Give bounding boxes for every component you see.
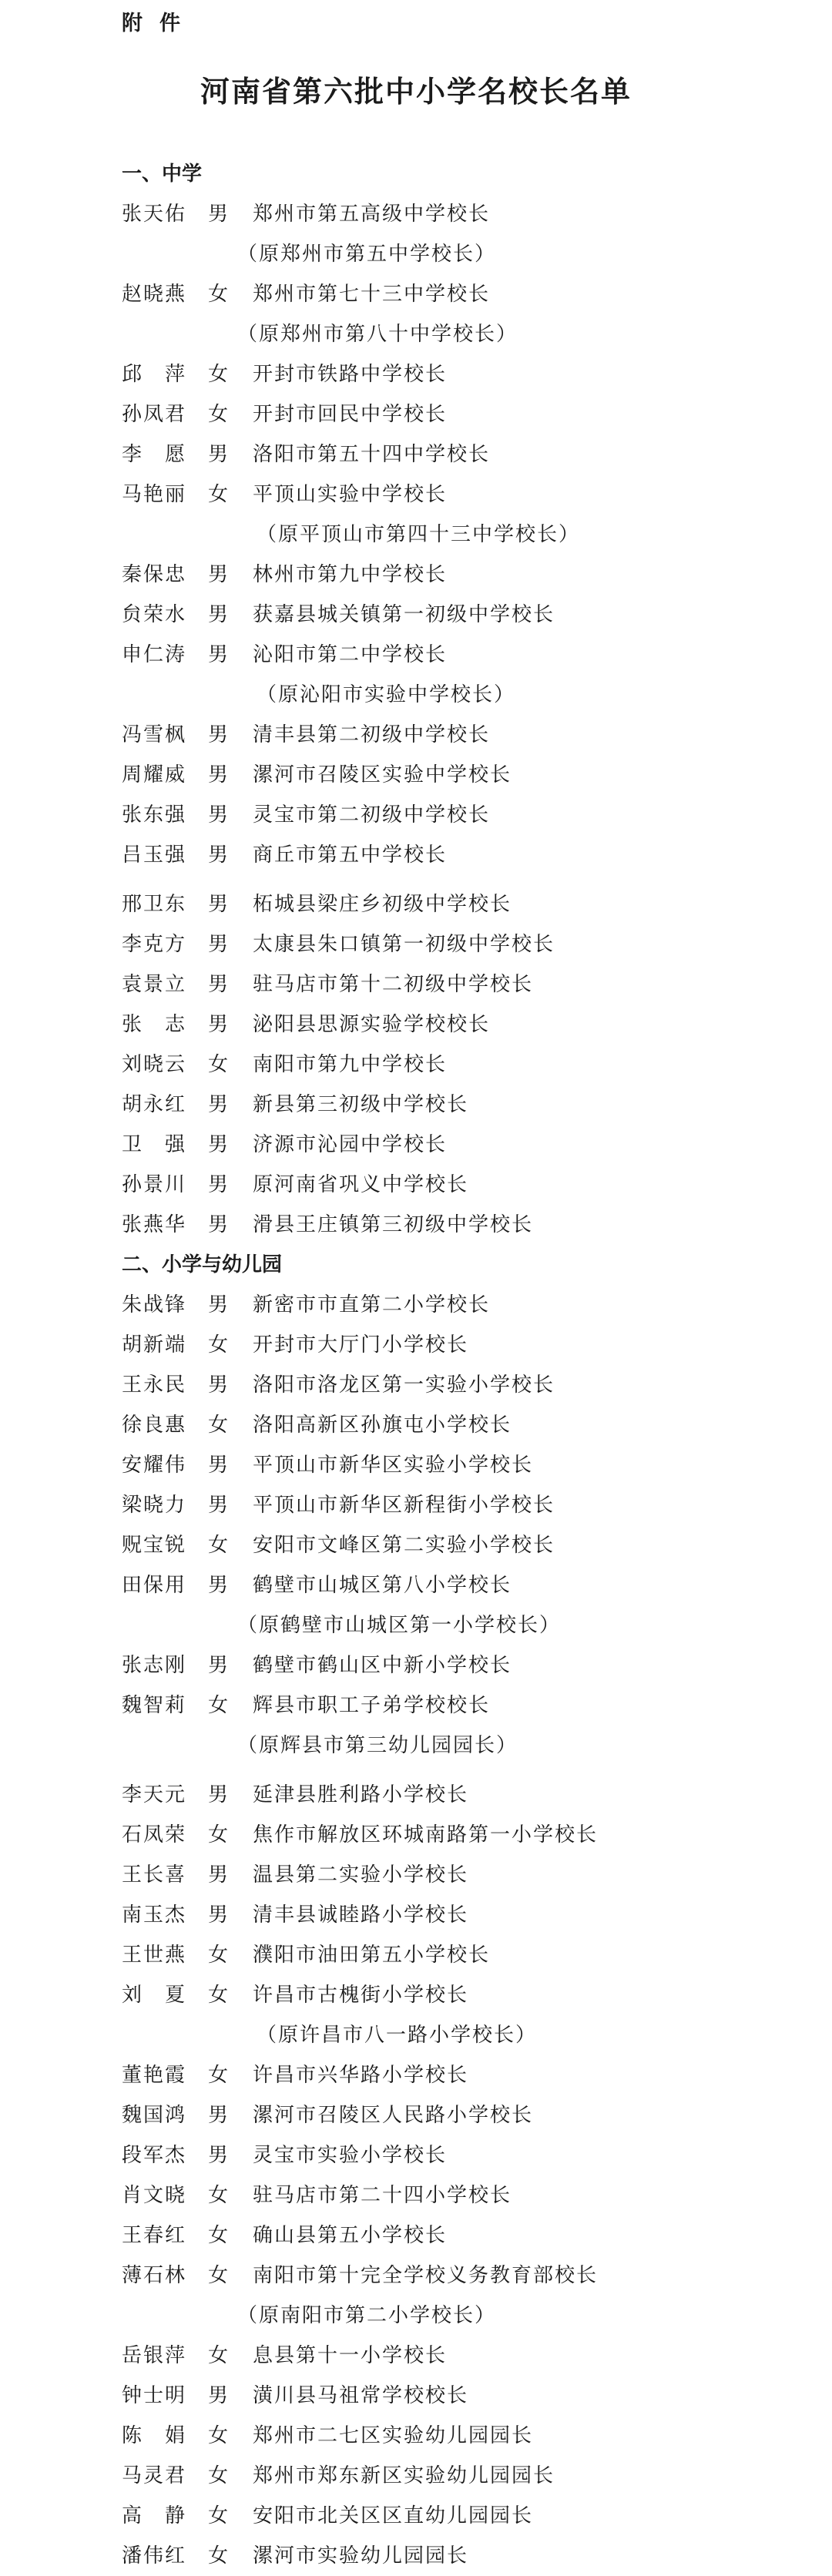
person-position: 获嘉县城关镇第一初级中学校长 [253, 603, 555, 626]
person-name: 南玉杰 [122, 1903, 187, 1927]
person-position: 辉县市职工子弟学校校长 [253, 1694, 491, 1717]
list-item [122, 795, 815, 835]
person-name: 李克方 [122, 933, 187, 956]
former-position-note [122, 515, 815, 555]
list-item [122, 2135, 815, 2175]
list-item [122, 1815, 815, 1855]
person-name: 秦保忠 [122, 563, 187, 586]
person-sex: 男 [208, 763, 229, 787]
list-item [122, 1975, 815, 2015]
person-position: 驻马店市第二十四小学校长 [253, 2184, 512, 2207]
person-sex: 男 [208, 2384, 229, 2407]
person-sex: 女 [208, 363, 229, 386]
person-sex: 女 [208, 2504, 229, 2527]
person-sex: 女 [208, 1823, 229, 1846]
person-sex: 女 [208, 1053, 229, 1076]
person-sex: 女 [208, 1534, 229, 1557]
person-sex: 男 [208, 1574, 229, 1597]
list-item [122, 1205, 815, 1245]
person-name: 王永民 [122, 1374, 187, 1397]
list-item [122, 1445, 815, 1485]
person-sex: 女 [208, 483, 229, 506]
former-position-note [122, 2296, 815, 2336]
person-sex: 男 [208, 1213, 229, 1236]
person-name: 张东强 [122, 803, 187, 827]
list-item [122, 1855, 815, 1895]
person-name: 魏智莉 [122, 1694, 187, 1717]
person-position: 洛阳高新区孙旗屯小学校长 [253, 1414, 512, 1437]
person-position: 平顶山市新华区实验小学校长 [253, 1454, 534, 1477]
list-item [122, 475, 815, 515]
person-position: 鹤壁市山城区第八小学校长 [253, 1574, 512, 1597]
list-item [122, 964, 815, 1005]
list-item [122, 1895, 815, 1935]
person-position: 鹤壁市鹤山区中新小学校长 [253, 1654, 512, 1677]
spacer [122, 1766, 815, 1775]
person-sex: 女 [208, 1333, 229, 1357]
list-item [122, 394, 815, 434]
person-position: 新密市市直第二小学校长 [253, 1293, 491, 1317]
person-name: 朱战锋 [122, 1293, 187, 1317]
list-item [122, 884, 815, 924]
person-position: 林州市第九中学校长 [253, 563, 448, 586]
list-item [122, 2536, 815, 2576]
list-item [122, 1325, 815, 1365]
list-item [122, 2175, 815, 2215]
section-heading: 一、中学 [122, 163, 203, 186]
person-position: 平顶山市新华区新程街小学校长 [253, 1494, 555, 1517]
person-name: 田保用 [122, 1574, 187, 1597]
person-sex: 男 [208, 893, 229, 916]
list-item [122, 635, 815, 675]
list-item [122, 1085, 815, 1125]
list-item [122, 1365, 815, 1405]
former-position-note [122, 2015, 815, 2055]
person-sex: 男 [208, 1173, 229, 1196]
person-name: 安耀伟 [122, 1454, 187, 1477]
list-item [122, 595, 815, 635]
list-item [122, 2095, 815, 2135]
person-name: 陈 娟 [122, 2424, 187, 2447]
list-item [122, 1165, 815, 1205]
former-position-note [122, 314, 815, 354]
note-text: （原郑州市第八十中学校长） [237, 323, 518, 346]
person-name: 胡永红 [122, 1093, 187, 1116]
person-position: 开封市回民中学校长 [253, 403, 448, 426]
person-sex: 男 [208, 203, 229, 226]
person-sex: 男 [208, 1783, 229, 1806]
person-sex: 男 [208, 1093, 229, 1116]
person-name: 梁晓力 [122, 1494, 187, 1517]
person-sex: 男 [208, 1863, 229, 1887]
list-item [122, 434, 815, 475]
person-position: 郑州市第五高级中学校长 [253, 203, 491, 226]
person-position: 洛阳市洛龙区第一实验小学校长 [253, 1374, 555, 1397]
list-item [122, 835, 815, 875]
list-item [122, 755, 815, 795]
person-sex: 女 [208, 403, 229, 426]
person-name: 贠荣水 [122, 603, 187, 626]
person-sex: 男 [208, 1903, 229, 1927]
person-position: 息县第十一小学校长 [253, 2344, 448, 2367]
person-name: 张燕华 [122, 1213, 187, 1236]
person-sex: 女 [208, 2224, 229, 2247]
person-name: 张志刚 [122, 1654, 187, 1677]
person-sex: 男 [208, 1133, 229, 1156]
person-sex: 男 [208, 2144, 229, 2167]
person-name: 孙凤君 [122, 403, 187, 426]
person-sex: 女 [208, 2184, 229, 2207]
note-text: （原辉县市第三幼儿园园长） [237, 1734, 518, 1757]
person-name: 潘伟红 [122, 2544, 187, 2568]
person-sex: 男 [208, 803, 229, 827]
person-sex: 男 [208, 603, 229, 626]
person-name: 段军杰 [122, 2144, 187, 2167]
person-sex: 男 [208, 1454, 229, 1477]
note-text: （原郑州市第五中学校长） [237, 243, 497, 266]
list-item [122, 1285, 815, 1325]
list-item [122, 2215, 815, 2256]
person-name: 岳银萍 [122, 2344, 187, 2367]
person-sex: 男 [208, 1494, 229, 1517]
person-position: 原河南省巩义中学校长 [253, 1173, 469, 1196]
person-position: 许昌市古槐街小学校长 [253, 1984, 469, 2007]
person-sex: 女 [208, 1694, 229, 1717]
list-item [122, 924, 815, 964]
person-position: 柘城县梁庄乡初级中学校长 [253, 893, 512, 916]
list-item [122, 354, 815, 394]
person-position: 清丰县第二初级中学校长 [253, 723, 491, 746]
person-position: 太康县朱口镇第一初级中学校长 [253, 933, 555, 956]
document-title: 河南省第六批中小学名校长名单 [200, 75, 632, 109]
person-sex: 男 [208, 933, 229, 956]
person-position: 延津县胜利路小学校长 [253, 1783, 469, 1806]
person-sex: 女 [208, 283, 229, 306]
person-position: 漯河市实验幼儿园园长 [253, 2544, 469, 2568]
person-position: 安阳市文峰区第二实验小学校长 [253, 1534, 555, 1557]
person-position: 济源市沁园中学校长 [253, 1133, 448, 1156]
person-sex: 女 [208, 2064, 229, 2087]
list-item [122, 1125, 815, 1165]
list-item [122, 1005, 815, 1045]
person-position: 郑州市郑东新区实验幼儿园园长 [253, 2464, 555, 2487]
person-sex: 男 [208, 2104, 229, 2127]
person-position: 开封市铁路中学校长 [253, 363, 448, 386]
person-position: 郑州市二七区实验幼儿园园长 [253, 2424, 534, 2447]
note-text: （原沁阳市实验中学校长） [257, 683, 516, 706]
person-sex: 女 [208, 2344, 229, 2367]
person-name: 董艳霞 [122, 2064, 187, 2087]
list-item [122, 194, 815, 234]
person-position: 南阳市第九中学校长 [253, 1053, 448, 1076]
person-name: 马艳丽 [122, 483, 187, 506]
person-sex: 男 [208, 443, 229, 466]
person-sex: 男 [208, 643, 229, 666]
former-position-note [122, 1726, 815, 1766]
person-position: 确山县第五小学校长 [253, 2224, 448, 2247]
note-text: （原平顶山市第四十三中学校长） [257, 523, 581, 546]
list-item [122, 2456, 815, 2496]
principal-list [122, 154, 815, 2576]
list-item [122, 1485, 815, 1525]
former-position-note [122, 675, 815, 715]
person-name: 冯雪枫 [122, 723, 187, 746]
list-item [122, 1935, 815, 1975]
person-position: 濮阳市油田第五小学校长 [253, 1944, 491, 1967]
note-text: （原鹤壁市山城区第一小学校长） [237, 1614, 562, 1637]
person-name: 胡新端 [122, 1333, 187, 1357]
person-name: 王春红 [122, 2224, 187, 2247]
list-item [122, 715, 815, 755]
person-position: 许昌市兴华路小学校长 [253, 2064, 469, 2087]
person-position: 新县第三初级中学校长 [253, 1093, 469, 1116]
person-sex: 女 [208, 2464, 229, 2487]
person-sex: 男 [208, 563, 229, 586]
person-position: 潢川县马祖常学校校长 [253, 2384, 469, 2407]
person-sex: 男 [208, 1374, 229, 1397]
person-position: 南阳市第十完全学校义务教育部校长 [253, 2264, 599, 2287]
person-position: 温县第二实验小学校长 [253, 1863, 469, 1887]
person-name: 肖文晓 [122, 2184, 187, 2207]
person-name: 邢卫东 [122, 893, 187, 916]
person-name: 吕玉强 [122, 844, 187, 867]
person-name: 赵晓燕 [122, 283, 187, 306]
person-sex: 男 [208, 723, 229, 746]
person-name: 刘晓云 [122, 1053, 187, 1076]
person-name: 张 志 [122, 1013, 187, 1036]
person-name: 钟士明 [122, 2384, 187, 2407]
list-item [122, 274, 815, 314]
person-name: 王世燕 [122, 1944, 187, 1967]
person-sex: 女 [208, 2544, 229, 2568]
spacer [122, 875, 815, 884]
person-sex: 男 [208, 973, 229, 996]
list-item [122, 2336, 815, 2376]
list-item [122, 555, 815, 595]
person-position: 郑州市第七十三中学校长 [253, 283, 491, 306]
person-name: 袁景立 [122, 973, 187, 996]
list-item [122, 1565, 815, 1605]
person-name: 薄石林 [122, 2264, 187, 2287]
person-sex: 女 [208, 1984, 229, 2007]
section-heading: 二、小学与幼儿园 [122, 1253, 283, 1276]
person-position: 滑县王庄镇第三初级中学校长 [253, 1213, 534, 1236]
person-position: 开封市大厅门小学校长 [253, 1333, 469, 1357]
person-name: 徐良惠 [122, 1414, 187, 1437]
person-sex: 女 [208, 2264, 229, 2287]
attachment-label: 附件 [122, 12, 197, 35]
person-name: 高 静 [122, 2504, 187, 2527]
person-position: 漯河市召陵区人民路小学校长 [253, 2104, 534, 2127]
list-item [122, 1045, 815, 1085]
person-position: 灵宝市第二初级中学校长 [253, 803, 491, 827]
former-position-note [122, 1605, 815, 1645]
person-name: 王长喜 [122, 1863, 187, 1887]
person-name: 孙景川 [122, 1173, 187, 1196]
former-position-note [122, 234, 815, 274]
person-sex: 女 [208, 1414, 229, 1437]
person-name: 李 愿 [122, 443, 187, 466]
list-item [122, 2496, 815, 2536]
person-name: 魏国鸿 [122, 2104, 187, 2127]
person-sex: 女 [208, 1944, 229, 1967]
person-position: 驻马店市第十二初级中学校长 [253, 973, 534, 996]
list-item [122, 1685, 815, 1726]
list-item [122, 1405, 815, 1445]
person-sex: 女 [208, 2424, 229, 2447]
person-position: 沁阳市第二中学校长 [253, 643, 448, 666]
list-item [122, 1525, 815, 1565]
person-position: 泌阳县思源实验学校校长 [253, 1013, 491, 1036]
person-name: 周耀威 [122, 763, 187, 787]
person-sex: 男 [208, 1013, 229, 1036]
person-position: 清丰县诚睦路小学校长 [253, 1903, 469, 1927]
person-name: 卫 强 [122, 1133, 187, 1156]
person-name: 申仁涛 [122, 643, 187, 666]
person-sex: 男 [208, 844, 229, 867]
list-item [122, 1645, 815, 1685]
person-sex: 男 [208, 1293, 229, 1317]
person-position: 焦作市解放区环城南路第一小学校长 [253, 1823, 599, 1846]
person-name: 石凤荣 [122, 1823, 187, 1846]
person-position: 漯河市召陵区实验中学校长 [253, 763, 512, 787]
person-name: 邱 萍 [122, 363, 187, 386]
list-item [122, 2055, 815, 2095]
list-item [122, 1775, 815, 1815]
person-sex: 男 [208, 1654, 229, 1677]
person-position: 灵宝市实验小学校长 [253, 2144, 448, 2167]
list-item [122, 2256, 815, 2296]
list-item [122, 2376, 815, 2416]
person-name: 刘 夏 [122, 1984, 187, 2007]
list-item [122, 2416, 815, 2456]
note-text: （原许昌市八一路小学校长） [257, 2024, 538, 2047]
person-position: 商丘市第五中学校长 [253, 844, 448, 867]
person-name: 张天佑 [122, 203, 187, 226]
person-name: 李天元 [122, 1783, 187, 1806]
person-position: 洛阳市第五十四中学校长 [253, 443, 491, 466]
person-name: 马灵君 [122, 2464, 187, 2487]
person-name: 贶宝锐 [122, 1534, 187, 1557]
note-text: （原南阳市第二小学校长） [237, 2304, 497, 2327]
person-position: 平顶山实验中学校长 [253, 483, 448, 506]
person-position: 安阳市北关区区直幼儿园园长 [253, 2504, 534, 2527]
